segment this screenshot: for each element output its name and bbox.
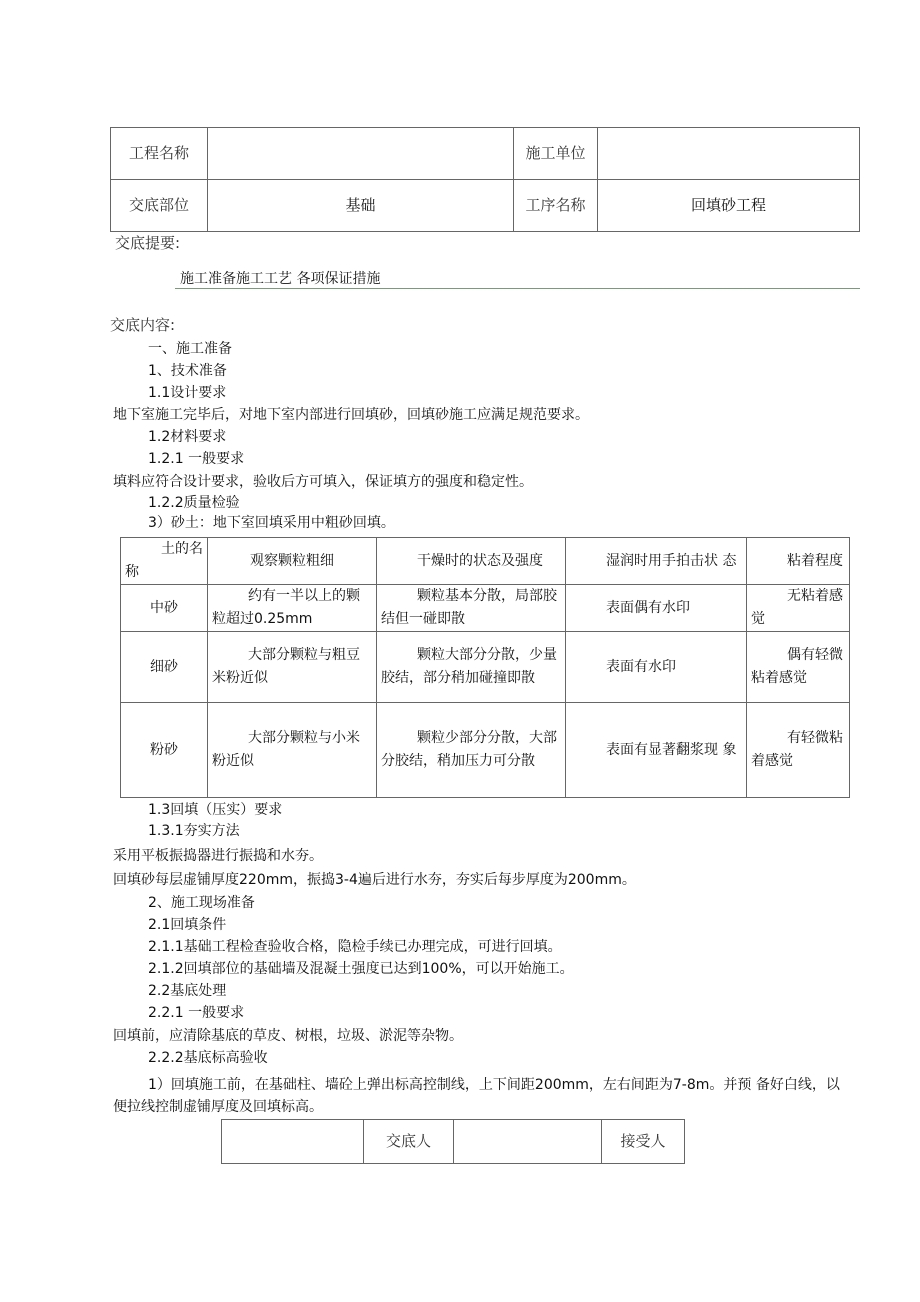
table-cell: 粉砂 bbox=[121, 703, 208, 798]
table-header-row bbox=[121, 538, 850, 585]
table-cell: 颗粒大部分分散，少量胶结，部分稍加碰撞即散 bbox=[377, 632, 566, 703]
table-cell: 表面有显著翻浆现 象 bbox=[566, 703, 747, 798]
table-cell: 中砂 bbox=[121, 585, 208, 632]
content-line: 1.2.2质量检验 bbox=[148, 495, 240, 511]
content-line: 2.2.2基底标高验收 bbox=[148, 1050, 268, 1066]
content-line: 1.3.1夯实方法 bbox=[148, 823, 240, 839]
giver-value bbox=[222, 1120, 364, 1164]
content-line: 回填前，应清除基底的草皮、树根，垃圾、淤泥等杂物。 bbox=[113, 1028, 463, 1044]
table-cell: 颗粒基本分散，局部胶结但一碰即散 bbox=[377, 585, 566, 632]
table-cell: 颗粒少部分分散，大部分胶结，稍加压力可分散 bbox=[377, 703, 566, 798]
table-row bbox=[121, 632, 850, 703]
table-cell: 表面有水印 bbox=[566, 632, 747, 703]
table-cell: 大部分颗粒与小米粉近似 bbox=[208, 703, 377, 798]
project-name-value bbox=[208, 128, 514, 180]
table-cell: 无粘着感觉 bbox=[747, 585, 850, 632]
content-line: 2.1.2回填部位的基础墙及混凝土强度已达到100%，可以开始施工。 bbox=[148, 961, 574, 977]
table-cell: 表面偶有水印 bbox=[566, 585, 747, 632]
table-row bbox=[121, 703, 850, 798]
table-row bbox=[121, 585, 850, 632]
summary-underline bbox=[175, 288, 860, 289]
receiver-label: 接受人 bbox=[602, 1120, 685, 1164]
summary-text: 施工准备施工工艺 各项保证措施 bbox=[180, 271, 381, 287]
final-paragraph: 1）回填施工前，在基础柱、墙砼上弹出标高控制线，上下间距200mm，左右间距为7-8m。并预 备好白线，以便拉线控制虚铺厚度及回填标高。 bbox=[113, 1077, 840, 1115]
content-label: 交底内容: bbox=[110, 316, 176, 334]
sign-table bbox=[221, 1119, 685, 1164]
content-line: 1.2材料要求 bbox=[148, 429, 227, 445]
content-line: 2.2.1 一般要求 bbox=[148, 1005, 245, 1021]
giver-label: 交底人 bbox=[364, 1120, 454, 1164]
unit-label: 施工单位 bbox=[514, 128, 598, 180]
unit-value bbox=[598, 128, 860, 180]
content-line: 1.3回填（压实）要求 bbox=[148, 802, 283, 818]
process-value: 回填砂工程 bbox=[598, 180, 860, 232]
receiver-value bbox=[454, 1120, 602, 1164]
table-cell: 细砂 bbox=[121, 632, 208, 703]
content-line: 3）砂土：地下室回填采用中粗砂回填。 bbox=[148, 515, 395, 531]
content-line: 填料应符合设计要求，验收后方可填入，保证填方的强度和稳定性。 bbox=[113, 474, 533, 490]
content-line: 2.2基底处理 bbox=[148, 983, 227, 999]
header-cell: 土的名称 bbox=[121, 538, 208, 585]
content-line: 一、施工准备 bbox=[148, 341, 232, 357]
table-cell: 有轻微粘着感觉 bbox=[747, 703, 850, 798]
summary-label: 交底提要: bbox=[115, 234, 181, 252]
content-line: 回填砂每层虚铺厚度220mm，振捣3-4遍后进行水夯，夯实后每步厚度为200mm。 bbox=[113, 872, 636, 888]
content-line: 1、技术准备 bbox=[148, 363, 227, 379]
header-cell: 粘着程度 bbox=[747, 538, 850, 585]
content-line: 采用平板振捣器进行振捣和水夯。 bbox=[113, 848, 323, 864]
table-cell: 大部分颗粒与粗豆米粉近似 bbox=[208, 632, 377, 703]
content-line: 1.2.1 一般要求 bbox=[148, 451, 245, 467]
project-name-label: 工程名称 bbox=[111, 128, 208, 180]
content-line: 1.1设计要求 bbox=[148, 385, 227, 401]
header-cell: 湿润时用手拍击状 态 bbox=[566, 538, 747, 585]
location-label: 交底部位 bbox=[111, 180, 208, 232]
soil-table bbox=[120, 537, 850, 798]
header-cell: 干燥时的状态及强度 bbox=[377, 538, 566, 585]
header-table bbox=[110, 127, 860, 232]
content-line: 2.1回填条件 bbox=[148, 917, 227, 933]
process-label: 工序名称 bbox=[514, 180, 598, 232]
header-cell: 观察颗粒粗细 bbox=[208, 538, 377, 585]
table-cell: 约有一半以上的颗粒超过0.25mm bbox=[208, 585, 377, 632]
content-line: 2.1.1基础工程检查验收合格，隐检手续已办理完成，可进行回填。 bbox=[148, 939, 562, 955]
content-line: 2、施工现场准备 bbox=[148, 895, 255, 911]
table-cell: 偶有轻微粘着感觉 bbox=[747, 632, 850, 703]
location-value: 基础 bbox=[208, 180, 514, 232]
content-line: 地下室施工完毕后，对地下室内部进行回填砂，回填砂施工应满足规范要求。 bbox=[113, 407, 589, 423]
